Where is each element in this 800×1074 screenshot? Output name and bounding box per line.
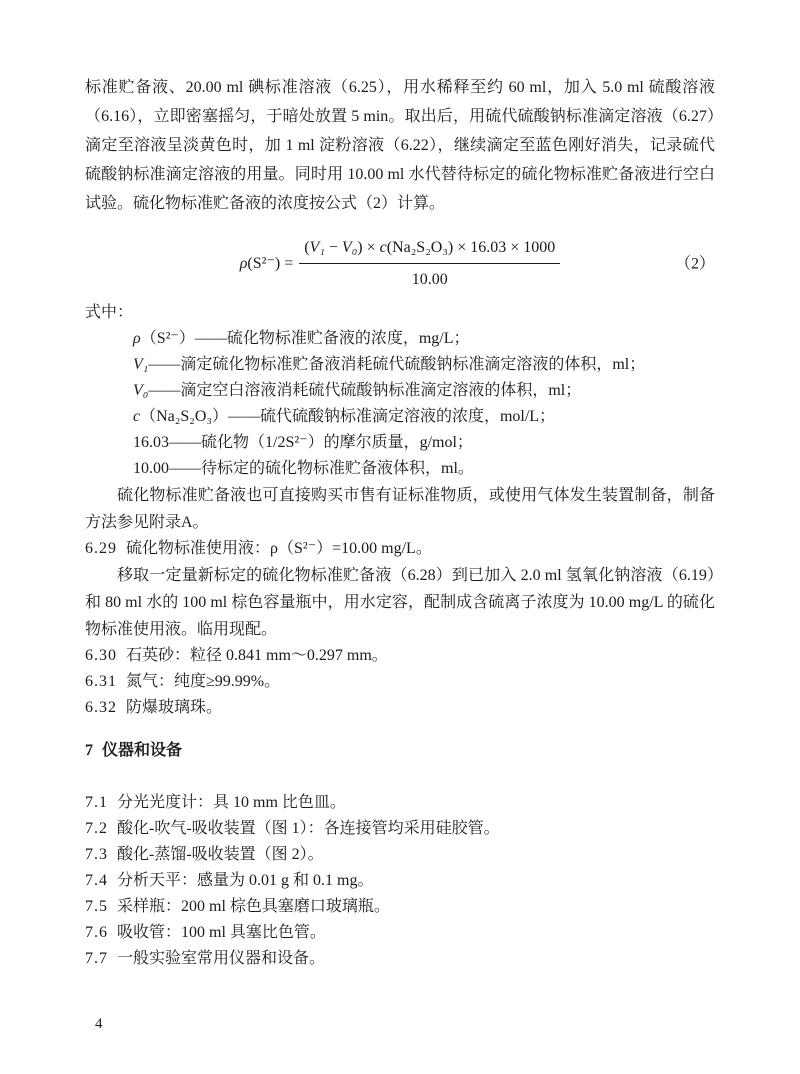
- clause-6-32: [85, 695, 715, 721]
- definition-10-00: [85, 456, 715, 482]
- clause-7-5: [85, 894, 715, 920]
- definition-v0: [85, 378, 715, 404]
- clause-number: 6.31: [85, 673, 117, 690]
- formula-2: [85, 234, 715, 293]
- clause-number: 6.32: [85, 699, 117, 716]
- definition-c: [85, 404, 715, 430]
- definition-term: V₁: [133, 356, 149, 373]
- definition-text: ——滴定硫化物标准贮备液消耗硫代硫酸钠标准滴定溶液的体积，ml；: [148, 356, 646, 373]
- clause-6-31: [85, 669, 715, 695]
- clause-6-29: [85, 536, 715, 562]
- definition-term: 10.00: [133, 460, 169, 477]
- definition-text: ——硫化物（1/2S²⁻）的摩尔质量，g/mol；: [169, 434, 473, 451]
- clause-number: 7.7: [85, 950, 108, 967]
- clause-text: 酸化-蒸馏-吸收装置（图 2）。: [117, 846, 324, 863]
- definition-text: ——滴定空白溶液消耗硫代硫酸钠标准滴定溶液的体积，ml；: [148, 382, 582, 399]
- definition-16-03: [85, 430, 715, 456]
- clause-text: 硫化物标准使用液：ρ（S²⁻）=10.00 mg/L。: [126, 540, 432, 557]
- definition-text: （S²⁻）——硫化物标准贮备液的浓度，mg/L；: [140, 330, 470, 347]
- definition-rho: [85, 326, 715, 352]
- clause-text: 分光光度计：具 10 mm 比色皿。: [117, 794, 346, 811]
- section-title: 仪器和设备: [102, 742, 183, 759]
- clause-number: 7.6: [85, 924, 108, 941]
- page-number: 4: [95, 1016, 103, 1032]
- clause-number: 6.29: [85, 540, 117, 557]
- definition-term: c: [133, 408, 141, 425]
- c-symbol: c: [379, 239, 387, 256]
- v1-symbol: V₁: [309, 239, 325, 256]
- formula-lhs-rest: (S²⁻) =: [247, 255, 294, 272]
- clause-text: 采样瓶：200 ml 棕色具塞磨口玻璃瓶。: [117, 898, 390, 915]
- clause-number: 7.2: [85, 820, 108, 837]
- clause-text: 石英砂：粒径 0.841 mm～0.297 mm。: [126, 647, 388, 664]
- section-heading-7: [85, 737, 715, 764]
- definition-text: （Na₂S₂O₃）——硫代硫酸钠标准滴定溶液的浓度，mol/L；: [140, 408, 556, 425]
- clause-text: 一般实验室常用仪器和设备。: [117, 950, 326, 967]
- paragraph-working-solution: 移取一定量新标定的硫化物标准贮备液（6.28）到已加入 2.0 ml 氢氧化钠溶液（6.19）和 80 ml 水的 100 ml 棕色容量瓶中，用水定容，配制成含硫离子浓度为 10.00 mg/L 的硫化物标准使用液。临用现配。: [85, 567, 715, 638]
- v0-symbol: V₀: [341, 239, 358, 256]
- definition-v1: [85, 352, 715, 378]
- clause-7-7: [85, 946, 715, 972]
- clause-number: 6.30: [85, 647, 117, 664]
- clause-6-30: [85, 643, 715, 669]
- rho-symbol: ρ: [239, 255, 248, 272]
- section-number: 7: [85, 742, 93, 759]
- clause-text: 氮气：纯度≥99.99%。: [126, 673, 281, 690]
- clause-7-6: [85, 920, 715, 946]
- clause-7-3: [85, 842, 715, 868]
- clause-7-4: [85, 868, 715, 894]
- numerator-rest: (Na₂S₂O₃) × 16.03 × 1000: [386, 239, 556, 256]
- formula-lhs: [240, 250, 294, 277]
- definition-term: ρ: [133, 330, 141, 347]
- definition-term: 16.03: [133, 434, 169, 451]
- clause-number: 7.4: [85, 872, 108, 889]
- paragraph-purchase-note: 硫化物标准贮备液也可直接购买市售有证标准物质，或使用气体发生装置制备，制备方法参见附录A。: [85, 487, 715, 531]
- clause-text: 防爆玻璃珠。: [126, 699, 223, 716]
- paragraph-standardization-procedure: 标准贮备液、20.00 ml 碘标准溶液（6.25），用水稀释至约 60 ml，加入 5.0 ml 硫酸溶液（6.16），立即密塞摇匀，于暗处放置 5 min。取出后，用硫代硫酸钠标准滴定溶液（6.27）滴定至溶液呈淡黄色时，加 1 ml 淀粉溶液（6.22），继续滴定至蓝色刚好消失，记录硫代硫酸钠标准滴定溶液的用量。同时用 10.00 ml 水代替待标定的硫化物标准贮备液进行空白试验。硫化物标准贮备液的浓度按公式（2）计算。: [85, 79, 715, 212]
- clause-number: 7.1: [85, 794, 108, 811]
- clause-text: 酸化-吹气-吸收装置（图 1）：各连接管均采用硅胶管。: [117, 820, 500, 837]
- clause-7-1: [85, 790, 715, 816]
- minus-sign: −: [324, 239, 342, 256]
- where-label: 式中：: [85, 304, 134, 321]
- numerator-open-paren: (: [304, 239, 310, 256]
- definition-text: ——待标定的硫化物标准贮备液体积，ml。: [169, 460, 474, 477]
- equation-number: （2）: [674, 255, 715, 272]
- formula-numerator: [299, 234, 560, 264]
- formula-fraction: [299, 234, 560, 293]
- clause-text: 分析天平：感量为 0.01 g 和 0.1 mg。: [117, 872, 374, 889]
- clause-number: 7.3: [85, 846, 108, 863]
- clause-number: 7.5: [85, 898, 108, 915]
- clause-7-2: [85, 816, 715, 842]
- numerator-mid: ) ×: [357, 239, 380, 256]
- formula-denominator: 10.00: [411, 271, 448, 288]
- clause-text: 吸收管：100 ml 具塞比色管。: [117, 924, 326, 941]
- definition-term: V₀: [133, 382, 149, 399]
